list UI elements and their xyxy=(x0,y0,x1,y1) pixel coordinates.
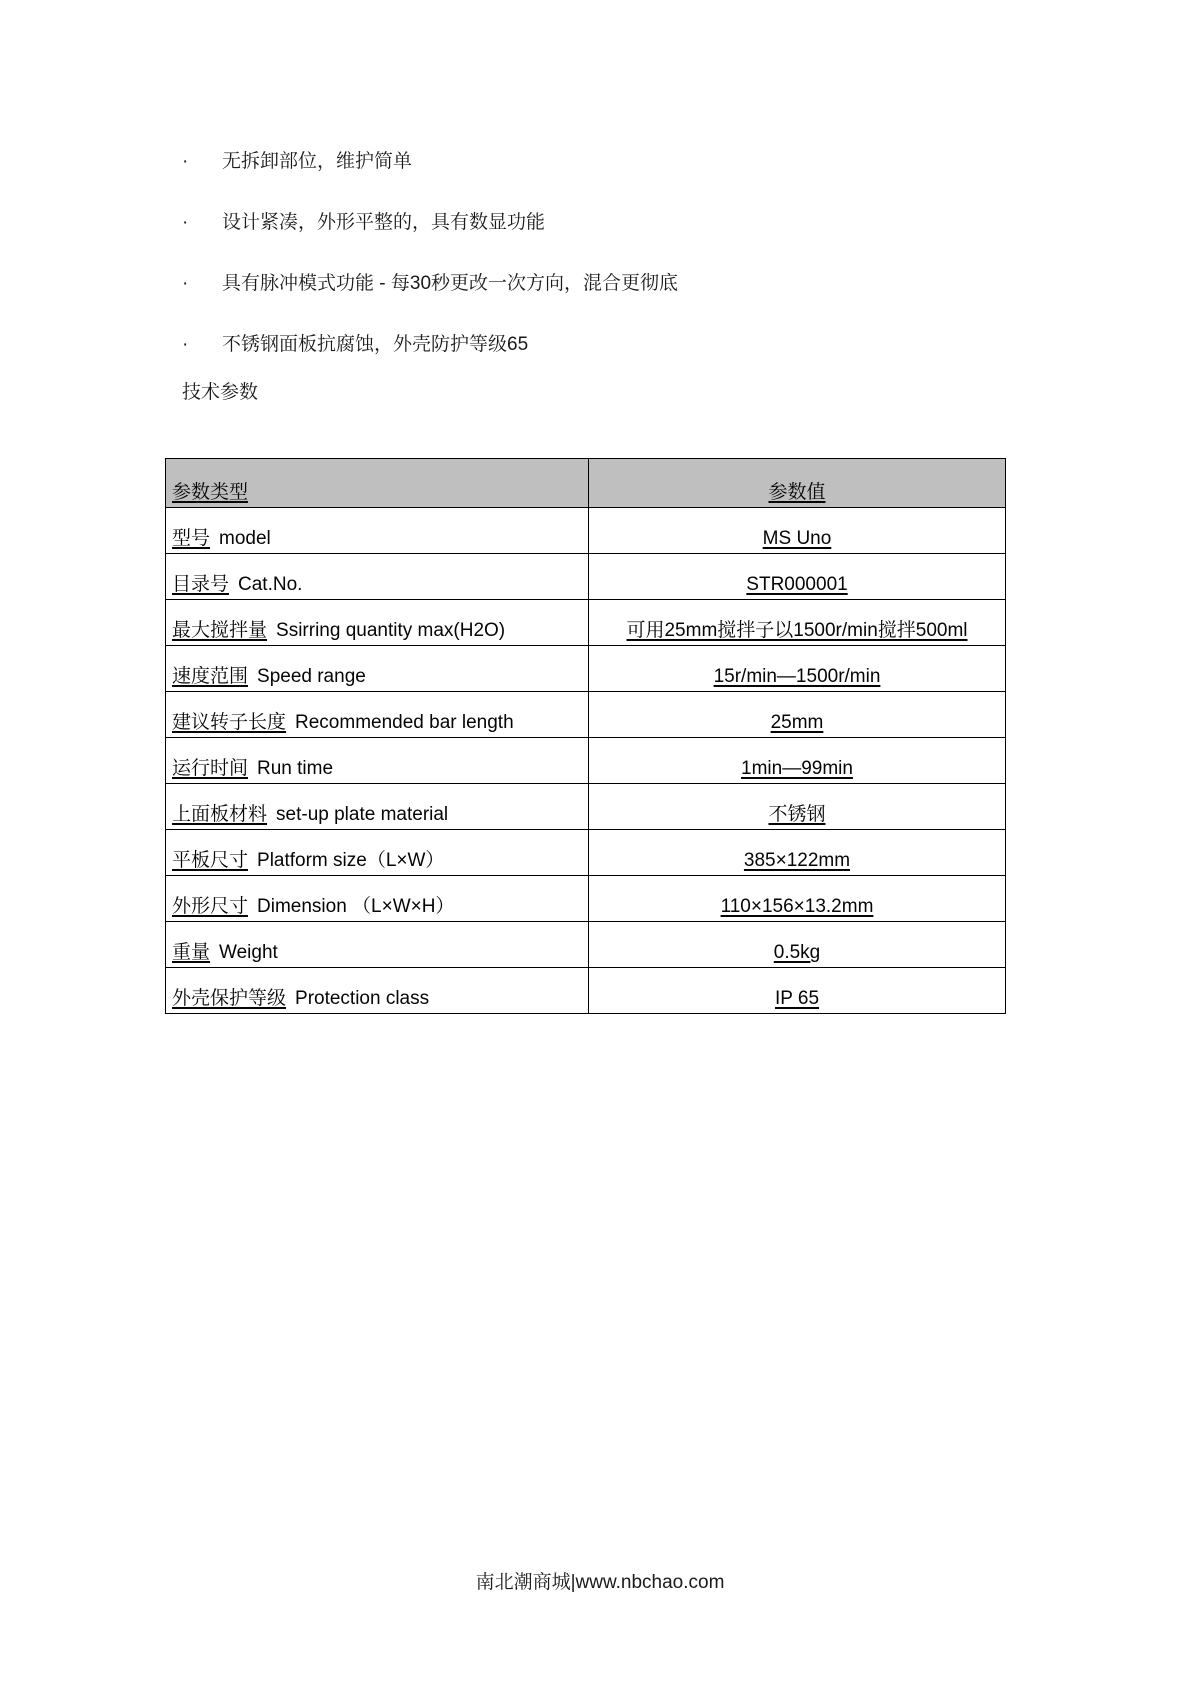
list-item xyxy=(182,213,1200,233)
table-row xyxy=(166,876,1006,922)
param-value-cell: 可用25mm搅拌子以1500r/min搅拌500ml xyxy=(589,600,1006,646)
param-value-cell: MS Uno xyxy=(589,508,1006,554)
bullet-icon: · xyxy=(182,334,189,355)
bullet-text: 无拆卸部位，维护简单 xyxy=(222,151,413,172)
param-type-cell: 外形尺寸 Dimension （L×W×H） xyxy=(166,876,589,922)
table-row xyxy=(166,600,1006,646)
param-type-cell: 最大搅拌量 Ssirring quantity max(H2O) xyxy=(166,600,589,646)
footer-site-text: 南北潮商城|www.nbchao.com xyxy=(475,1572,725,1593)
bullet-icon: · xyxy=(182,212,189,233)
param-type-cell: 型号 model xyxy=(166,508,589,554)
section-title: 技术参数 xyxy=(182,382,259,403)
param-type-cell: 外壳保护等级 Protection class xyxy=(166,968,589,1014)
param-value-cell: 25mm xyxy=(589,692,1006,738)
param-type-cell: 目录号 Cat.No. xyxy=(166,554,589,600)
feature-bullet-list xyxy=(182,0,1200,355)
table-row xyxy=(166,968,1006,1014)
bullet-text: 具有脉冲模式功能 - 每30秒更改一次方向，混合更彻底 xyxy=(222,273,679,294)
param-type-cell: 重量 Weight xyxy=(166,922,589,968)
bullet-icon: · xyxy=(182,151,189,172)
param-value-cell: 385×122mm xyxy=(589,830,1006,876)
table-row xyxy=(166,554,1006,600)
tech-params-table xyxy=(165,458,1006,1014)
param-value-cell: IP 65 xyxy=(589,968,1006,1014)
param-value-header: 参数值 xyxy=(589,459,1006,508)
param-type-cell: 速度范围 Speed range xyxy=(166,646,589,692)
table-row xyxy=(166,830,1006,876)
list-item xyxy=(182,335,1200,355)
param-type-header: 参数类型 xyxy=(166,459,589,508)
param-value-cell: STR000001 xyxy=(589,554,1006,600)
bullet-icon: · xyxy=(182,273,189,294)
param-type-cell: 上面板材料 set-up plate material xyxy=(166,784,589,830)
param-value-cell: 15r/min—1500r/min xyxy=(589,646,1006,692)
param-type-cell: 建议转子长度 Recommended bar length xyxy=(166,692,589,738)
list-item xyxy=(182,152,1200,172)
table-header-row xyxy=(166,459,1006,508)
table-row xyxy=(166,784,1006,830)
param-value-cell: 1min—99min xyxy=(589,738,1006,784)
param-type-cell: 平板尺寸 Platform size（L×W） xyxy=(166,830,589,876)
list-item xyxy=(182,274,1200,294)
table-row xyxy=(166,738,1006,784)
param-value-cell: 0.5kg xyxy=(589,922,1006,968)
param-value-cell: 110×156×13.2mm xyxy=(589,876,1006,922)
bullet-text: 不锈钢面板抗腐蚀，外壳防护等级65 xyxy=(222,334,529,355)
table-row xyxy=(166,922,1006,968)
table-row xyxy=(166,508,1006,554)
param-type-cell: 运行时间 Run time xyxy=(166,738,589,784)
table-row xyxy=(166,692,1006,738)
bullet-text: 设计紧凑，外形平整的，具有数显功能 xyxy=(222,212,546,233)
param-value-cell: 不锈钢 xyxy=(589,784,1006,830)
table-row xyxy=(166,646,1006,692)
